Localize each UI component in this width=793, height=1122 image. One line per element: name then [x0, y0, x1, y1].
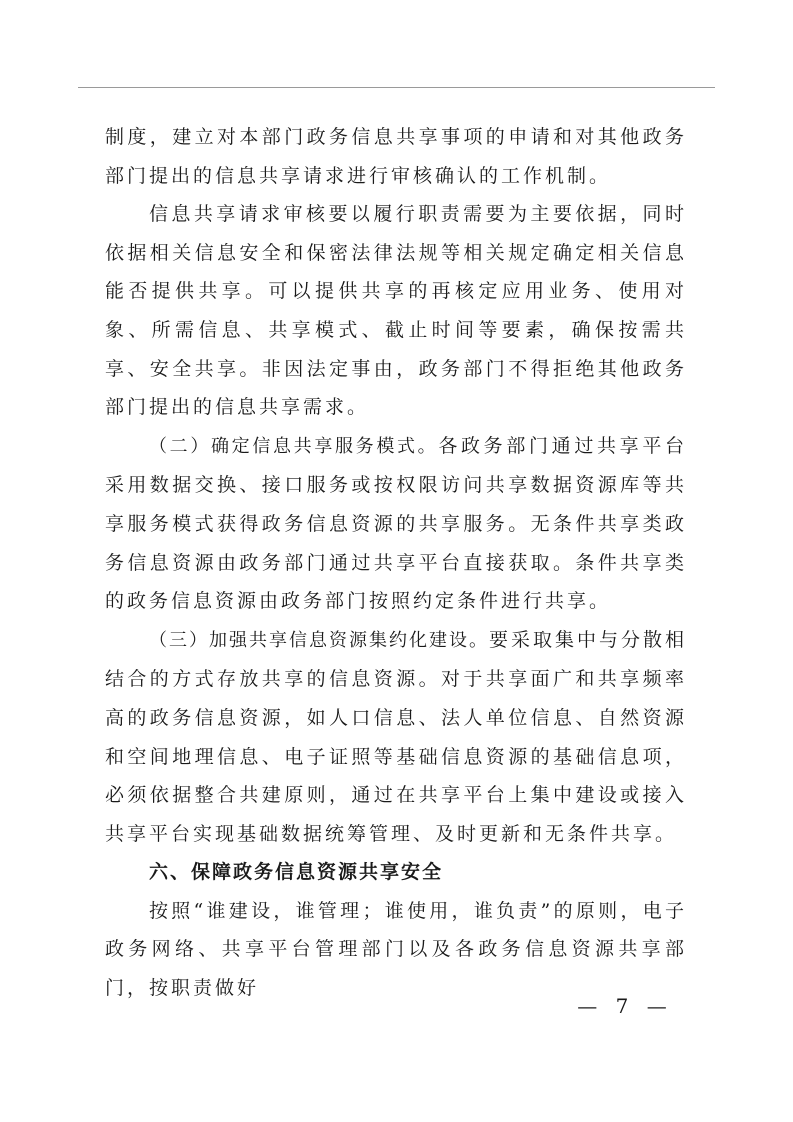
page-number: — 7 —	[577, 994, 673, 1018]
paragraph-security-principle: 按照“谁建设，谁管理；谁使用，谁负责”的原则，电子政务网络、共享平台管理部门以及各政务信息资源共享部门，按职责做好	[105, 899, 687, 1000]
section-heading-6: 六、保障政务信息资源共享安全	[149, 861, 444, 884]
paragraph-intensive-construction-body: 要采取集中与分散相结合的方式存放共享的信息资源。对于共享面广和共享频率高的政务信息资源，如人口信息、法人单位信息、自然资源和空间地理信息、电子证照等基础信息资源的基础信息项，必须依据整合共建原则，通过在共享平台上集中建设或接入共享平台实现基础数据统筹管理、及时更新和无条件共享。	[105, 628, 688, 845]
paragraph-intensive-construction	[105, 621, 687, 854]
paragraph-review-requirements: 信息共享请求审核要以履行职责需要为主要依据，同时依据相关信息安全和保密法律法规等相关规定确定相关信息能否提供共享。可以提供共享的再核定应用业务、使用对象、所需信息、共享模式、截止时间等要素，确保按需共享、安全共享。非因法定事由，政务部门不得拒绝其他政务部门提出的信息共享需求。	[105, 203, 687, 419]
header-rule	[78, 87, 715, 88]
document-body	[105, 118, 687, 1008]
paragraph-continuation: 制度，建立对本部门政务信息共享事项的申请和对其他政务部门提出的信息共享请求进行审核确认的工作机制。	[105, 126, 687, 187]
paragraph-service-mode	[105, 427, 687, 621]
subsection-heading-2: （二）确定信息共享服务模式。	[149, 435, 439, 457]
subsection-heading-3: （三）加强共享信息资源集约化建设。	[149, 629, 489, 651]
paragraph-service-mode-body: 各政务部门通过共享平台采用数据交换、接口服务或按权限访问共享数据资源库等共享服务模式获得政务信息资源的共享服务。无条件共享类政务信息资源由政务部门通过共享平台直接获取。条件共享类的政务信息资源由政务部门按照约定条件进行共享。	[105, 434, 687, 613]
